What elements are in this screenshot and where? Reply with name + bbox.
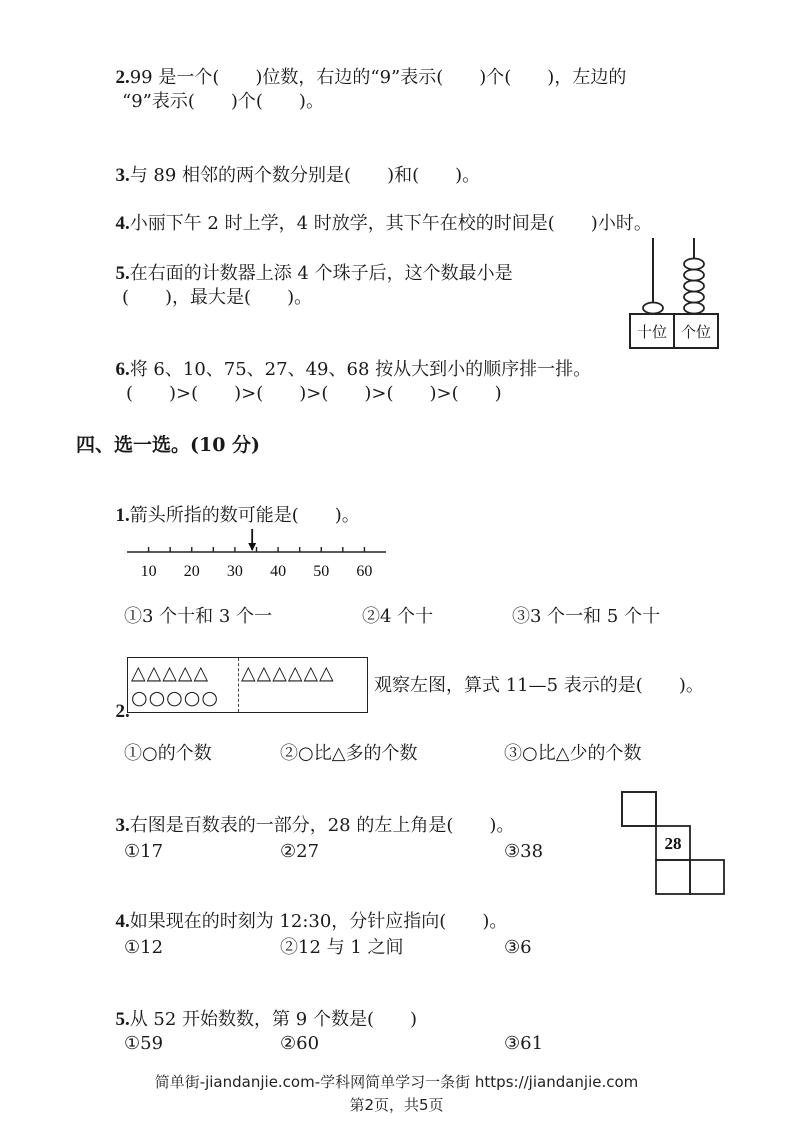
s4-line — [104, 886, 507, 934]
s4-option-3[interactable]: ③6 — [504, 937, 532, 958]
s2-circles: ○○○○○ — [131, 687, 219, 709]
abacus-figure — [626, 232, 726, 356]
s1-text: 箭头所指的数可能是( )。 — [129, 505, 360, 526]
s2-text: 观察左图，算式 11—5 表示的是( )。 — [374, 675, 704, 696]
s3-option-3[interactable]: ③38 — [504, 841, 544, 862]
abacus-ones-beads — [684, 259, 704, 314]
s4-number: 4. — [115, 911, 130, 932]
q5-number: 5. — [115, 263, 130, 284]
s1-option-2[interactable]: ②4 个十 — [362, 606, 434, 627]
q4-line — [104, 188, 652, 236]
grid-cell-28: 28 — [664, 834, 682, 853]
s5-option-3[interactable]: ③61 — [504, 1033, 544, 1054]
s4-option-2[interactable]: ②12 与 1 之间 — [280, 937, 404, 958]
q5-line2: ( )，最大是( )。 — [122, 287, 313, 308]
number-line — [124, 526, 394, 586]
q5-line1 — [104, 238, 513, 286]
section4-title: 四、选一选。(10 分) — [76, 434, 261, 456]
number-line-label: 20 — [183, 563, 200, 580]
q2-line2: “9”表示( )个( )。 — [122, 91, 324, 112]
s1-option-1[interactable]: ①3 个十和 3 个一 — [124, 606, 273, 627]
s3-number: 3. — [115, 815, 130, 836]
s2-option-3[interactable]: ③○比△少的个数 — [504, 743, 642, 764]
q6-answer-line: ( )>( )>( )>( )>( )>( ) — [126, 383, 502, 404]
s2-triangles-right: △△△△△△ — [241, 662, 335, 684]
s2-figure-box — [127, 657, 368, 713]
s3-line — [104, 790, 514, 838]
q4-number: 4. — [115, 213, 130, 234]
q6-line — [104, 334, 591, 382]
q2-text-1: 99 是一个( )位数，右边的“9”表示( )个( )，左边的 — [129, 67, 627, 88]
s4-option-1[interactable]: ①12 — [124, 937, 164, 958]
s2-number-wrap — [104, 676, 130, 724]
q2-line1 — [104, 42, 626, 90]
abacus-tens-bead — [643, 303, 663, 314]
hundred-chart-fragment — [620, 790, 726, 896]
q3-number: 3. — [115, 165, 130, 186]
footer-source-link[interactable]: 简单街-jiandanjie.com-学科网简单学习一条街 https://jiandanjie.com — [154, 1073, 639, 1091]
footer-page-number: 第2页，共5页 — [349, 1096, 444, 1114]
abacus-ones-bead — [684, 292, 704, 303]
q3-text: 与 89 相邻的两个数分别是( )和( )。 — [129, 165, 481, 186]
number-line-label: 10 — [140, 563, 157, 580]
number-line-label: 30 — [226, 563, 243, 580]
q4-text: 小丽下午 2 时上学，4 时放学，其下午在校的时间是( )小时。 — [129, 213, 652, 234]
s5-option-2[interactable]: ②60 — [280, 1033, 320, 1054]
abacus-label-ones: 个位 — [680, 325, 712, 341]
grid-cell-top-left — [622, 792, 656, 826]
q5-text-1: 在右面的计数器上添 4 个珠子后，这个数最小是 — [129, 263, 513, 284]
abacus-label-tens: 十位 — [636, 325, 668, 341]
s3-option-1[interactable]: ①17 — [124, 841, 164, 862]
s5-option-1[interactable]: ①59 — [124, 1033, 164, 1054]
q6-text: 将 6、10、75、27、49、68 按从大到小的顺序排一排。 — [129, 359, 592, 380]
abacus-ones-bead — [684, 270, 704, 281]
number-line-arrowhead — [248, 543, 256, 551]
s5-number: 5. — [115, 1009, 130, 1030]
s1-number: 1. — [115, 505, 130, 526]
s5-text: 从 52 开始数数，第 9 个数是( ) — [129, 1009, 417, 1030]
q2-number: 2. — [115, 67, 130, 88]
grid-cell-bottom-middle — [656, 860, 690, 894]
abacus-ones-bead — [684, 259, 704, 270]
s3-text: 右图是百数表的一部分，28 的左上角是( )。 — [129, 815, 515, 836]
s2-option-2[interactable]: ②○比△多的个数 — [280, 743, 418, 764]
number-line-label: 40 — [270, 563, 287, 580]
abacus-ones-bead — [684, 281, 704, 292]
s2-number: 2. — [115, 701, 130, 722]
s1-option-3[interactable]: ③3 个一和 5 个十 — [512, 606, 661, 627]
s3-option-2[interactable]: ②27 — [280, 841, 320, 862]
s2-dashed-divider — [238, 658, 239, 712]
abacus-tens-beads — [643, 303, 663, 314]
abacus-ones-bead — [684, 303, 704, 314]
grid-cell-bottom-right — [690, 860, 724, 894]
s1-line — [104, 480, 360, 528]
q6-number: 6. — [115, 359, 130, 380]
s2-triangles-left: △△△△△ — [131, 662, 210, 684]
number-line-label: 60 — [356, 563, 373, 580]
s2-option-1[interactable]: ①○的个数 — [124, 743, 212, 764]
number-line-label: 50 — [313, 563, 330, 580]
s4-text: 如果现在的时刻为 12:30，分针应指向( )。 — [129, 911, 508, 932]
q3-line — [104, 140, 480, 188]
s5-line — [104, 984, 417, 1032]
